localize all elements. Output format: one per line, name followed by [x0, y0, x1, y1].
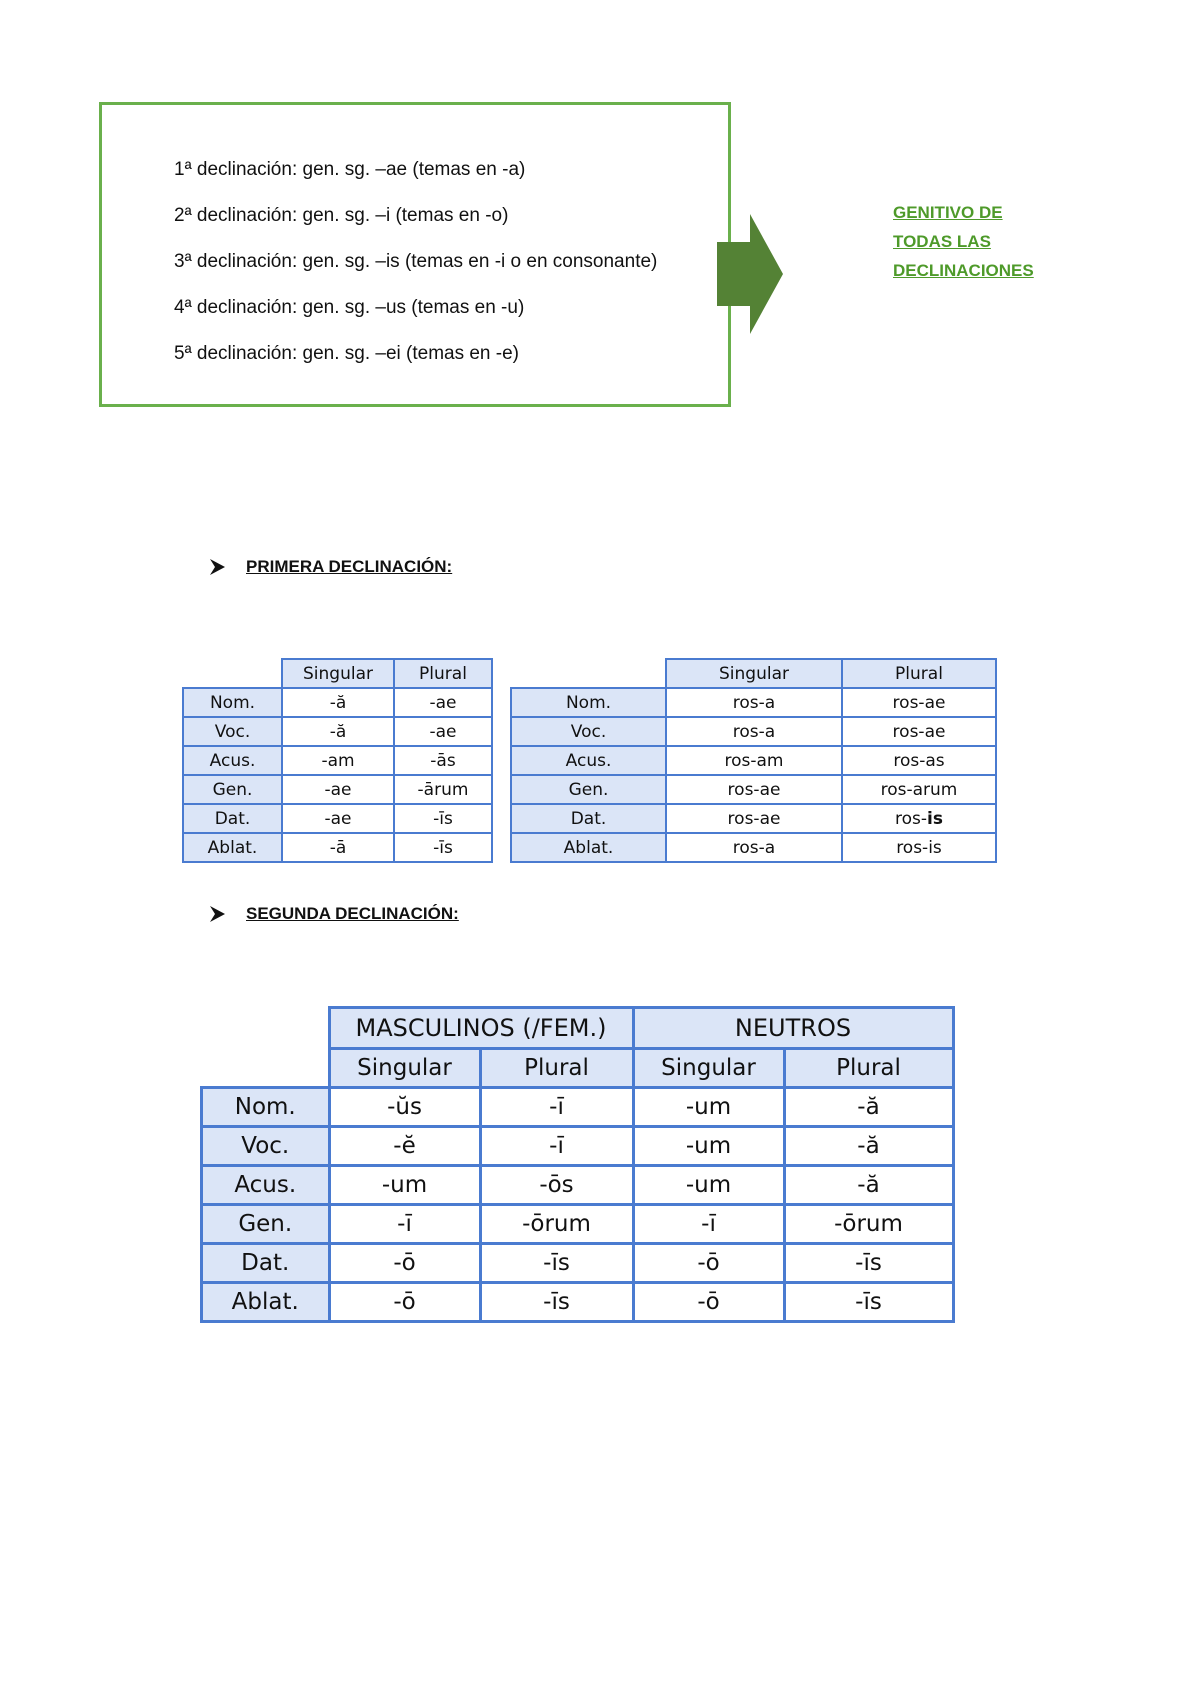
neuter-plural-ending: -īs: [784, 1244, 953, 1283]
plural-ending: -ae: [394, 688, 492, 717]
case-label: Dat.: [511, 804, 666, 833]
first-declension-title: PRIMERA DECLINACIÓN:: [246, 557, 453, 576]
plural-form: [842, 746, 996, 775]
singular-form: [666, 833, 842, 862]
singular-ending: -am: [282, 746, 394, 775]
singular-ending: -ă: [282, 688, 394, 717]
masculine-singular-ending: -ō: [329, 1283, 480, 1322]
table-row: [511, 804, 996, 833]
table-header-row: [183, 659, 492, 688]
plural-ending: -ae: [394, 717, 492, 746]
table-row: [183, 746, 492, 775]
ending: is: [928, 837, 942, 858]
table-row: [202, 1283, 954, 1322]
singular-ending: -ă: [282, 717, 394, 746]
table-row: [183, 804, 492, 833]
stem: ros-: [727, 808, 760, 829]
case-label: Ablat.: [202, 1283, 330, 1322]
first-declension-heading: [208, 557, 452, 577]
empty-corner-cell: [202, 1049, 330, 1088]
genitive-line-4: 4ª declinación: gen. sg. –us (temas en -u): [174, 297, 525, 318]
case-label: Acus.: [511, 746, 666, 775]
masculine-singular-ending: -ō: [329, 1244, 480, 1283]
neuter-plural-ending: -ă: [784, 1166, 953, 1205]
neuter-singular-ending: -um: [633, 1088, 784, 1127]
ending: am: [756, 750, 784, 771]
table-row: [511, 775, 996, 804]
case-label: Gen.: [202, 1205, 330, 1244]
stem: ros-: [892, 721, 925, 742]
plural-form: [842, 688, 996, 717]
first-declension-example-table: [510, 658, 997, 863]
arrowhead-bullet-icon: [208, 558, 226, 576]
table-row: [202, 1205, 954, 1244]
group-header-masculine: MASCULINOS (/FEM.): [329, 1008, 633, 1049]
ending: as: [925, 750, 945, 771]
genitive-line-3: 3ª declinación: gen. sg. –is (temas en -i o en consonante): [174, 251, 658, 272]
stem: ros-: [732, 692, 765, 713]
table-row: [202, 1088, 954, 1127]
ending: a: [764, 692, 776, 713]
case-label: Acus.: [202, 1166, 330, 1205]
genitive-line-1: 1ª declinación: gen. sg. –ae (temas en -a): [174, 159, 526, 180]
second-declension-heading: [208, 904, 459, 924]
table-row: [183, 717, 492, 746]
genitive-side-label: [893, 198, 1093, 285]
neuter-singular-ending: -ō: [633, 1244, 784, 1283]
case-label: Gen.: [511, 775, 666, 804]
second-declension-title: SEGUNDA DECLINACIÓN:: [246, 904, 459, 923]
singular-form: [666, 804, 842, 833]
ending: a: [764, 837, 776, 858]
ending: ae: [924, 721, 946, 742]
case-label: Voc.: [511, 717, 666, 746]
column-header: Plural: [480, 1049, 633, 1088]
stem: ros-: [880, 779, 913, 800]
first-declension-endings-table: [182, 658, 493, 863]
table-row: [511, 833, 996, 862]
masculine-singular-ending: -um: [329, 1166, 480, 1205]
neuter-singular-ending: -um: [633, 1127, 784, 1166]
case-label: Dat.: [202, 1244, 330, 1283]
neuter-plural-ending: -ă: [784, 1088, 953, 1127]
ending: is: [927, 808, 943, 829]
plural-form: [842, 804, 996, 833]
table-row: [511, 746, 996, 775]
case-label: Dat.: [183, 804, 282, 833]
ending: arum: [912, 779, 958, 800]
table-row: [202, 1166, 954, 1205]
masculine-plural-ending: -ōs: [480, 1166, 633, 1205]
genitive-summary-box: [99, 102, 731, 407]
table-row: [183, 833, 492, 862]
stem: ros-: [892, 692, 925, 713]
column-header: Singular: [633, 1049, 784, 1088]
plural-ending: -ās: [394, 746, 492, 775]
empty-corner-cell: [511, 659, 666, 688]
case-label: Ablat.: [183, 833, 282, 862]
masculine-plural-ending: -īs: [480, 1283, 633, 1322]
column-header: Plural: [842, 659, 996, 688]
table-header-row: [511, 659, 996, 688]
neuter-singular-ending: -um: [633, 1166, 784, 1205]
arrowhead-bullet-icon: [208, 905, 226, 923]
singular-form: [666, 775, 842, 804]
table-row: [511, 717, 996, 746]
plural-form: [842, 717, 996, 746]
empty-corner-cell: [183, 659, 282, 688]
neuter-plural-ending: -ă: [784, 1127, 953, 1166]
stem: ros-: [732, 837, 765, 858]
singular-ending: -ae: [282, 775, 394, 804]
empty-corner-cell: [202, 1008, 330, 1049]
stem: ros-: [732, 721, 765, 742]
case-label: Ablat.: [511, 833, 666, 862]
case-label: Nom.: [183, 688, 282, 717]
singular-form: [666, 746, 842, 775]
second-declension-table: [200, 1006, 955, 1323]
case-label: Nom.: [511, 688, 666, 717]
genitive-line-2: 2ª declinación: gen. sg. –i (temas en -o): [174, 205, 509, 226]
singular-form: [666, 688, 842, 717]
neuter-plural-ending: -īs: [784, 1283, 953, 1322]
case-label: Voc.: [202, 1127, 330, 1166]
side-label-line-1: GENITIVO DE: [893, 203, 1003, 222]
masculine-singular-ending: -ĕ: [329, 1127, 480, 1166]
stem: ros-: [893, 750, 926, 771]
column-header: Plural: [784, 1049, 953, 1088]
masculine-plural-ending: -ī: [480, 1088, 633, 1127]
masculine-plural-ending: -īs: [480, 1244, 633, 1283]
case-label: Nom.: [202, 1088, 330, 1127]
neuter-singular-ending: -ī: [633, 1205, 784, 1244]
stem: ros-: [895, 808, 928, 829]
singular-form: [666, 717, 842, 746]
stem: ros-: [724, 750, 757, 771]
genitive-line-5: 5ª declinación: gen. sg. –ei (temas en -e): [174, 343, 519, 364]
table-header-row: [202, 1049, 954, 1088]
side-label-line-2: TODAS LAS: [893, 232, 991, 251]
side-label-line-3: DECLINACIONES: [893, 261, 1034, 280]
column-header: Singular: [329, 1049, 480, 1088]
plural-form: [842, 775, 996, 804]
column-header: Singular: [666, 659, 842, 688]
table-group-row: [202, 1008, 954, 1049]
singular-ending: -ā: [282, 833, 394, 862]
plural-form: [842, 833, 996, 862]
plural-ending: -īs: [394, 804, 492, 833]
table-row: [202, 1244, 954, 1283]
neuter-singular-ending: -ō: [633, 1283, 784, 1322]
group-header-neuter: NEUTROS: [633, 1008, 953, 1049]
plural-ending: -īs: [394, 833, 492, 862]
table-row: [202, 1127, 954, 1166]
masculine-singular-ending: -ŭs: [329, 1088, 480, 1127]
plural-ending: -ārum: [394, 775, 492, 804]
masculine-plural-ending: -ōrum: [480, 1205, 633, 1244]
masculine-singular-ending: -ī: [329, 1205, 480, 1244]
genitive-summary-list: [174, 147, 657, 377]
singular-ending: -ae: [282, 804, 394, 833]
column-header: Plural: [394, 659, 492, 688]
table-row: [183, 775, 492, 804]
case-label: Acus.: [183, 746, 282, 775]
stem: ros-: [727, 779, 760, 800]
case-label: Gen.: [183, 775, 282, 804]
ending: ae: [759, 779, 781, 800]
column-header: Singular: [282, 659, 394, 688]
case-label: Voc.: [183, 717, 282, 746]
table-row: [183, 688, 492, 717]
ending: ae: [759, 808, 781, 829]
neuter-plural-ending: -ōrum: [784, 1205, 953, 1244]
stem: ros-: [896, 837, 929, 858]
right-arrow-icon: [717, 214, 783, 334]
ending: a: [764, 721, 776, 742]
masculine-plural-ending: -ī: [480, 1127, 633, 1166]
ending: ae: [924, 692, 946, 713]
table-row: [511, 688, 996, 717]
